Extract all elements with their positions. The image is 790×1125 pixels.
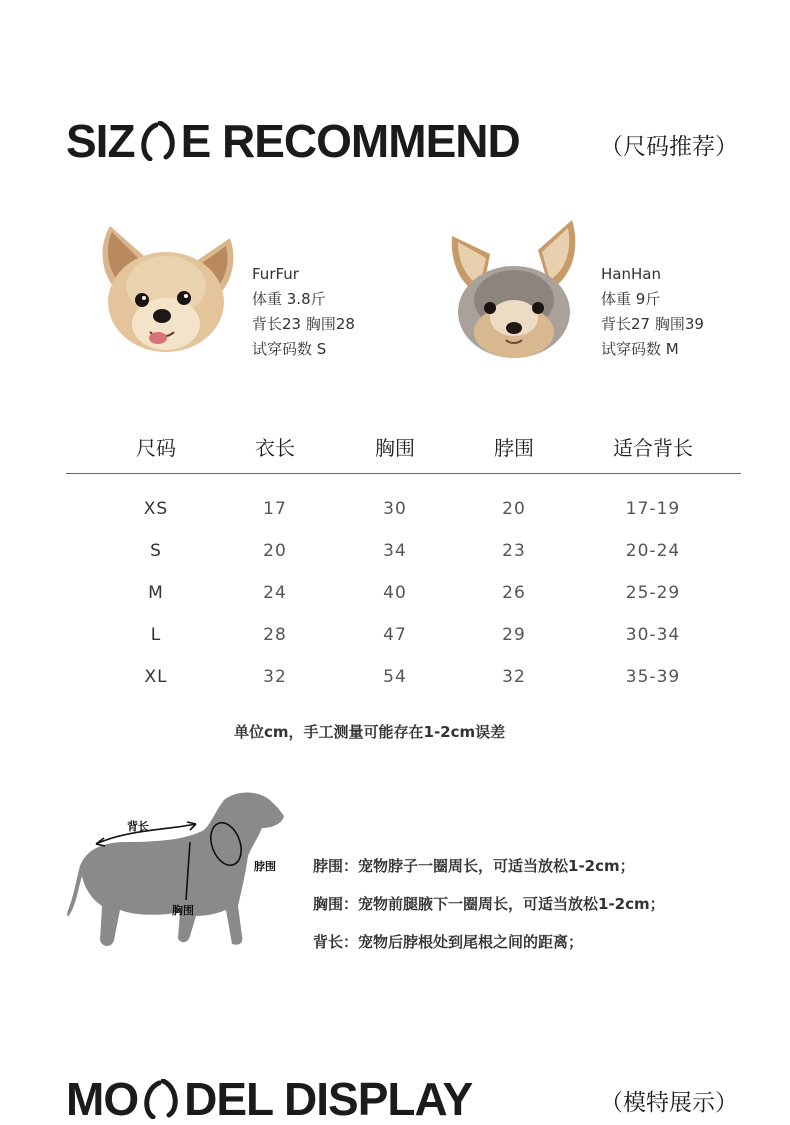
table-cell: 40 bbox=[383, 583, 407, 603]
table-cell: 17 bbox=[263, 499, 287, 519]
table-cell: 34 bbox=[383, 541, 407, 561]
dog-weight: 体重 9斤 bbox=[601, 290, 661, 308]
size-title-right: E RECOMMEND bbox=[180, 115, 520, 167]
table-cell: 26 bbox=[502, 583, 526, 603]
col-header-size: 尺码 bbox=[136, 436, 176, 460]
table-cell: M bbox=[148, 583, 164, 603]
model-display-subtitle: （模特展示） bbox=[600, 1090, 738, 1116]
dog-name: FurFur bbox=[252, 265, 299, 283]
model-title-right: DEL DISPLAY bbox=[184, 1073, 473, 1125]
model-title-left: MO bbox=[66, 1073, 139, 1125]
dog-hanhan-photo bbox=[446, 216, 582, 364]
dog-name: HanHan bbox=[601, 265, 661, 283]
table-cell: 28 bbox=[263, 625, 287, 645]
dog-hanhan-info bbox=[601, 262, 704, 362]
table-cell: 20 bbox=[502, 499, 526, 519]
definition-neck: 脖围：宠物脖子一圈周长，可适当放松1-2cm； bbox=[313, 857, 635, 875]
dog-furfur-info bbox=[252, 262, 355, 362]
table-cell: 30 bbox=[383, 499, 407, 519]
table-cell: L bbox=[150, 625, 162, 645]
table-cell: 47 bbox=[383, 625, 407, 645]
double-paren-icon bbox=[139, 1079, 183, 1119]
size-recommend-subtitle: （尺码推荐） bbox=[600, 134, 738, 160]
definition-back: 背长：宠物后脖根处到尾根之间的距离； bbox=[313, 933, 584, 951]
col-header-back: 适合背长 bbox=[613, 436, 693, 460]
table-cell: 29 bbox=[502, 625, 526, 645]
table-cell: 23 bbox=[502, 541, 526, 561]
table-cell: 32 bbox=[502, 667, 526, 687]
dog-measures: 背长23 胸围28 bbox=[252, 315, 355, 333]
table-cell: 20 bbox=[263, 541, 287, 561]
table-cell: 54 bbox=[383, 667, 407, 687]
model-display-title bbox=[66, 1073, 473, 1125]
col-header-neck: 脖围 bbox=[494, 436, 534, 460]
diagram-label-back: 背长 bbox=[127, 820, 149, 833]
measurement-note: 单位cm，手工测量可能存在1-2cm误差 bbox=[234, 723, 506, 741]
double-paren-icon bbox=[136, 121, 180, 161]
dog-weight: 体重 3.8斤 bbox=[252, 290, 326, 308]
definition-chest: 胸围：宠物前腿腋下一圈周长，可适当放松1-2cm； bbox=[313, 895, 665, 913]
table-cell: 17-19 bbox=[625, 499, 681, 519]
col-header-chest: 胸围 bbox=[375, 436, 415, 460]
table-cell: 35-39 bbox=[625, 667, 681, 687]
size-recommend-title bbox=[66, 115, 520, 167]
size-title-left: SIZ bbox=[66, 115, 135, 167]
table-cell: 32 bbox=[263, 667, 287, 687]
table-cell: XL bbox=[144, 667, 168, 687]
table-cell: 20-24 bbox=[625, 541, 681, 561]
dog-size-tried: 试穿码数 S bbox=[252, 340, 327, 358]
col-header-length: 衣长 bbox=[255, 436, 295, 460]
table-cell: XS bbox=[143, 499, 169, 519]
dog-size-tried: 试穿码数 M bbox=[601, 340, 679, 358]
dog-measures: 背长27 胸围39 bbox=[601, 315, 704, 333]
dog-furfur-photo bbox=[92, 216, 240, 360]
table-cell: 25-29 bbox=[625, 583, 681, 603]
table-cell: 24 bbox=[263, 583, 287, 603]
table-cell: S bbox=[150, 541, 162, 561]
diagram-label-neck: 脖围 bbox=[254, 860, 276, 873]
table-header-rule bbox=[66, 473, 741, 474]
table-cell: 30-34 bbox=[625, 625, 681, 645]
diagram-label-chest: 胸围 bbox=[172, 904, 194, 917]
